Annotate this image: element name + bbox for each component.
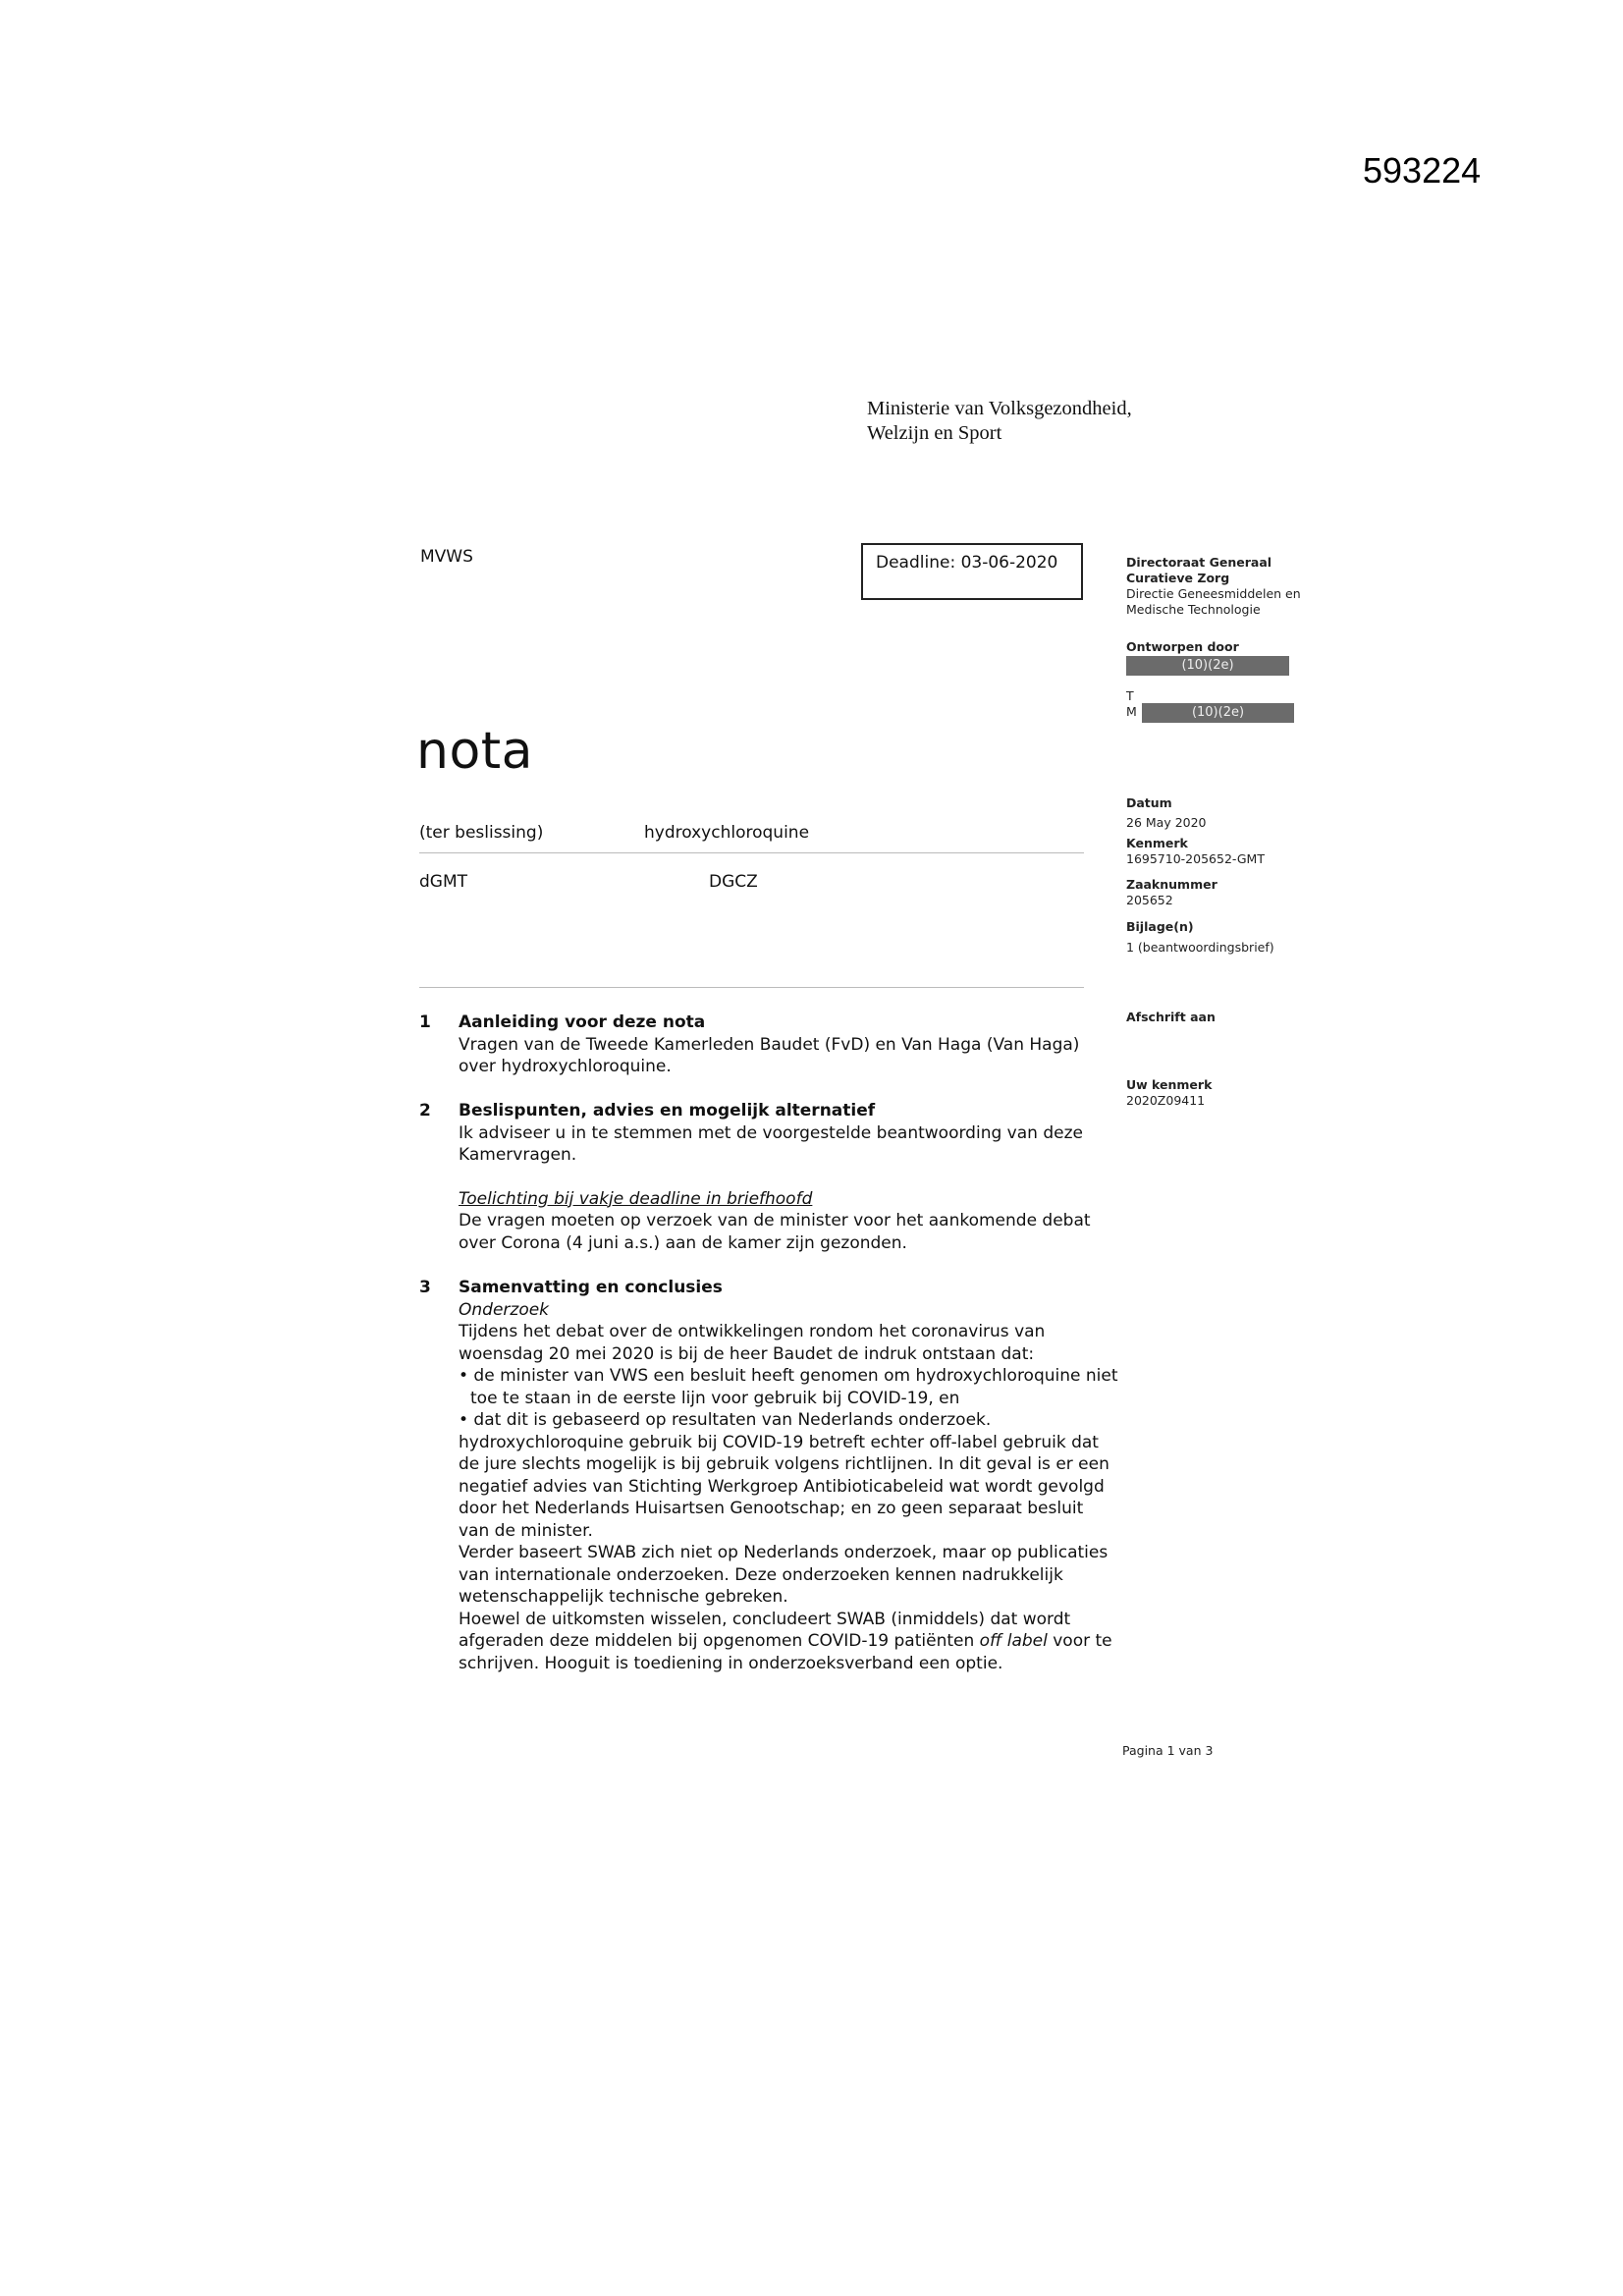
t-label: T — [1126, 688, 1134, 703]
paragraph-line: Hoewel de uitkomsten wisselen, concludeert SWAB (inmiddels) dat wordt — [459, 1609, 1071, 1629]
meta-to: DGCZ — [709, 872, 758, 892]
text-span: voor te — [1047, 1631, 1112, 1651]
italic-term: off label — [979, 1631, 1048, 1651]
meta-divider — [419, 852, 1084, 853]
page-number: Pagina 1 van 3 — [1122, 1743, 1214, 1758]
document-type-title: nota — [416, 722, 534, 781]
paragraph-line: Kamervragen. — [459, 1145, 577, 1165]
text-span: afgeraden deze middelen bij opgenomen COVID-19 patiënten — [459, 1631, 980, 1651]
paragraph-line: Tijdens het debat over de ontwikkelingen rondom het coronavirus van — [459, 1322, 1046, 1341]
bijlagen-value: 1 (beantwoordingsbrief) — [1126, 940, 1274, 955]
section-number: 3 — [419, 1278, 431, 1297]
date-label: Datum — [1126, 795, 1172, 810]
section-title: Samenvatting en conclusies — [459, 1278, 723, 1297]
paragraph-line: over Corona (4 juni a.s.) aan de kamer zijn gezonden. — [459, 1232, 907, 1253]
paragraph-line: over hydroxychloroquine. — [459, 1057, 672, 1076]
deadline-text: Deadline: 03-06-2020 — [876, 553, 1058, 573]
section-title: Aanleiding voor deze nota — [459, 1012, 706, 1032]
paragraph-line: De vragen moeten op verzoek van de minister voor het aankomende debat — [459, 1211, 1091, 1230]
paragraph-line: door het Nederlands Huisartsen Genootschap; en zo geen separaat besluit — [459, 1499, 1084, 1518]
uw-kenmerk-value: 2020Z09411 — [1126, 1093, 1206, 1108]
ministry-line-2: Welzijn en Sport — [867, 422, 1002, 444]
org-line-bold-2: Curatieve Zorg — [1126, 571, 1230, 585]
paragraph-line: schrijven. Hooguit is toediening in onderzoeksverband een optie. — [459, 1653, 1003, 1673]
sub-heading: Toelichting bij vakje deadline in briefhoofd — [459, 1188, 813, 1209]
sub-heading: Onderzoek — [459, 1299, 550, 1320]
section-2 — [459, 1100, 1126, 1254]
sidebar-kenmerk — [1126, 836, 1265, 867]
afschrift-label: Afschrift aan — [1126, 1010, 1216, 1024]
section-number: 2 — [419, 1101, 431, 1121]
m-label: M — [1126, 704, 1137, 719]
sidebar-zaaknummer — [1126, 877, 1217, 908]
meta-purpose: (ter beslissing) — [419, 823, 544, 843]
org-line-2: Medische Technologie — [1126, 602, 1261, 617]
zaaknummer-value: 205652 — [1126, 893, 1173, 907]
document-number: 593224 — [1363, 150, 1482, 191]
org-line-1: Directie Geneesmiddelen en — [1126, 586, 1301, 601]
date-value: 26 May 2020 — [1126, 815, 1207, 830]
designed-by-label: Ontworpen door — [1126, 639, 1239, 654]
meta-from: dGMT — [419, 872, 468, 892]
paragraph-line: woensdag 20 mei 2020 is bij de heer Baudet de indruk ontstaan dat: — [459, 1343, 1035, 1364]
sidebar-bijlagen — [1126, 919, 1274, 956]
section-1 — [459, 1011, 1126, 1078]
paragraph-line: wetenschappelijk technische gebreken. — [459, 1587, 788, 1607]
paragraph-line — [459, 1630, 1126, 1653]
ministry-logo-text — [867, 397, 1132, 446]
redaction-block: (10)(2e) — [1126, 656, 1289, 676]
bijlagen-label: Bijlage(n) — [1126, 919, 1194, 934]
paragraph-line: hydroxychloroquine gebruik bij COVID-19 betreft echter off-label gebruik dat — [459, 1432, 1099, 1452]
sidebar-uw-kenmerk — [1126, 1077, 1212, 1109]
paragraph-line: negatief advies van Stichting Werkgroep Antibioticabeleid wat wordt gevolgd — [459, 1476, 1105, 1497]
paragraph-line: van de minister. — [459, 1520, 593, 1541]
paragraph-line: van internationale onderzoeken. Deze onderzoeken kennen nadrukkelijk — [459, 1564, 1063, 1585]
zaaknummer-label: Zaaknummer — [1126, 877, 1217, 892]
sidebar-date — [1126, 795, 1207, 831]
section-title: Beslispunten, advies en mogelijk alternatief — [459, 1101, 876, 1121]
redaction-block: (10)(2e) — [1142, 703, 1294, 723]
paragraph-line: Verder baseert SWAB zich niet op Nederlands onderzoek, maar op publicaties — [459, 1543, 1109, 1562]
uw-kenmerk-label: Uw kenmerk — [1126, 1077, 1213, 1092]
bullet-continuation: toe te staan in de eerste lijn voor gebruik bij COVID-19, en — [470, 1388, 960, 1408]
sidebar-organisation — [1126, 555, 1301, 618]
org-line-bold-1: Directoraat Generaal — [1126, 555, 1272, 570]
section-3 — [459, 1277, 1126, 1674]
section-divider — [419, 987, 1084, 988]
ministry-line-1: Ministerie van Volksgezondheid, — [867, 398, 1132, 419]
paragraph-line: Ik adviseer u in te stemmen met de voorgestelde beantwoording van deze — [459, 1122, 1083, 1143]
kenmerk-value: 1695710-205652-GMT — [1126, 851, 1265, 866]
section-number: 1 — [419, 1012, 431, 1032]
sender-code: MVWS — [420, 547, 473, 567]
paragraph-line: Vragen van de Tweede Kamerleden Baudet (FvD) en Van Haga (Van Haga) — [459, 1034, 1080, 1055]
kenmerk-label: Kenmerk — [1126, 836, 1188, 850]
paragraph-line: de jure slechts mogelijk is bij gebruik volgens richtlijnen. In dit geval is er een — [459, 1454, 1109, 1474]
bullet-item: • de minister van VWS een besluit heeft genomen om hydroxychloroquine niet — [459, 1366, 1118, 1386]
bullet-item: • dat dit is gebaseerd op resultaten van Nederlands onderzoek. — [459, 1410, 992, 1430]
deadline-box — [861, 543, 1083, 600]
meta-subject: hydroxychloroquine — [644, 823, 810, 843]
